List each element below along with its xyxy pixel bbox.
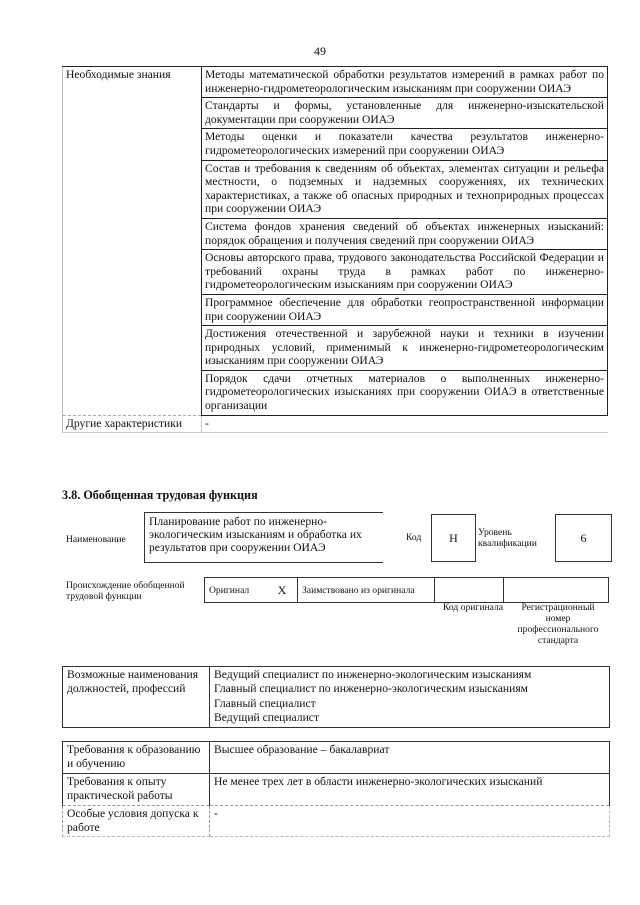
position-item: Ведущий специалист по инженерно-экологическим изысканиям	[214, 668, 532, 681]
knowledge-item: Основы авторского права, трудового законодательства Российской Федерации и требований охраны труда в рамках работ по инженерно-гидрометеорологическим изысканиям при сооружении ОИАЭ	[202, 250, 608, 295]
knowledge-item: Методы математической обработки результатов измерений в рамках работ по инженерно-гидрометеорологическим изысканиям при сооружении ОИАЭ	[202, 67, 608, 98]
code-value: Н	[431, 514, 476, 562]
knowledge-label: Необходимые знания	[63, 67, 202, 416]
level-label: Уровень квалификации	[478, 527, 537, 549]
name-label: Наименование	[66, 534, 126, 545]
experience-label: Требования к опыту практической работы	[63, 773, 210, 805]
origin-label: Происхождение обобщенной трудовой функции	[66, 580, 185, 602]
requirements-table	[62, 741, 610, 837]
position-item: Главный специалист	[214, 696, 316, 710]
level-value: 6	[555, 514, 612, 562]
admission-value: -	[210, 805, 610, 837]
knowledge-item: Достижения отечественной и зарубежной науки и техники в изучении природных условий, применимый к инженерно-гидрометеорологическим изысканиям при сооружении ОИАЭ	[202, 326, 608, 371]
name-value: Планирование работ по инженерно-экологическим изысканиям и обработка их результатов при сооружении ОИАЭ	[149, 515, 362, 555]
admission-label: Особые условия допуска к работе	[63, 805, 210, 837]
origin-table	[204, 577, 609, 603]
borrowed-label: Заимствовано из оригинала	[298, 578, 435, 603]
original-mark: X	[267, 578, 298, 603]
code-label: Код	[406, 532, 422, 543]
page-number: 49	[314, 44, 326, 58]
experience-value: Не менее трех лет в области инженерно-экологических изысканий	[210, 773, 610, 805]
knowledge-item: Состав и требования к сведениям об объектах, элементах ситуации и рельефа местности, о подземных и надземных сооружениях, их технических характеристиках, а также об опасных природных и техноприродных процессах при сооружении ОИАЭ	[202, 160, 608, 218]
other-characteristics-label: Другие характеристики	[63, 415, 202, 433]
knowledge-item: Программное обеспечение для обработки геопространственной информации при сооружении ОИАЭ	[202, 294, 608, 325]
positions-values	[210, 667, 610, 728]
positions-table	[62, 666, 610, 728]
other-characteristics-value: -	[202, 415, 608, 433]
code-original-caption: Код оригинала	[442, 602, 504, 613]
knowledge-item: Стандарты и формы, установленные для инженерно-изыскательской документации при сооружении ОИАЭ	[202, 98, 608, 129]
knowledge-item: Методы оценки и показатели качества результатов инженерно-гидрометеорологических измерений при сооружении ОИАЭ	[202, 129, 608, 160]
original-label: Оригинал	[205, 578, 268, 603]
name-box	[144, 512, 383, 563]
positions-label: Возможные наименования должностей, профессий	[63, 667, 210, 728]
position-item: Ведущий специалист	[214, 711, 320, 725]
reg-number-cell	[504, 578, 609, 603]
education-label: Требования к образованию и обучению	[63, 742, 210, 774]
position-item: Главный специалист по инженерно-экологическим изысканиям	[214, 682, 528, 696]
knowledge-table	[62, 66, 608, 433]
knowledge-item: Система фондов хранения сведений об объектах инженерных изысканий: порядок обращения и получения сведений при сооружении ОИАЭ	[202, 218, 608, 249]
section-title: 3.8. Обобщенная трудовая функция	[62, 488, 258, 502]
knowledge-item: Порядок сдачи отчетных материалов о выполненных инженерно-гидрометеорологических изысканиях при сооружении ОИАЭ в ответственные организации	[202, 370, 608, 415]
reg-number-caption: Регистрационный номер профессионального стандарта	[517, 602, 599, 646]
education-value: Высшее образование – бакалавриат	[210, 742, 610, 774]
code-original-cell	[435, 578, 504, 603]
